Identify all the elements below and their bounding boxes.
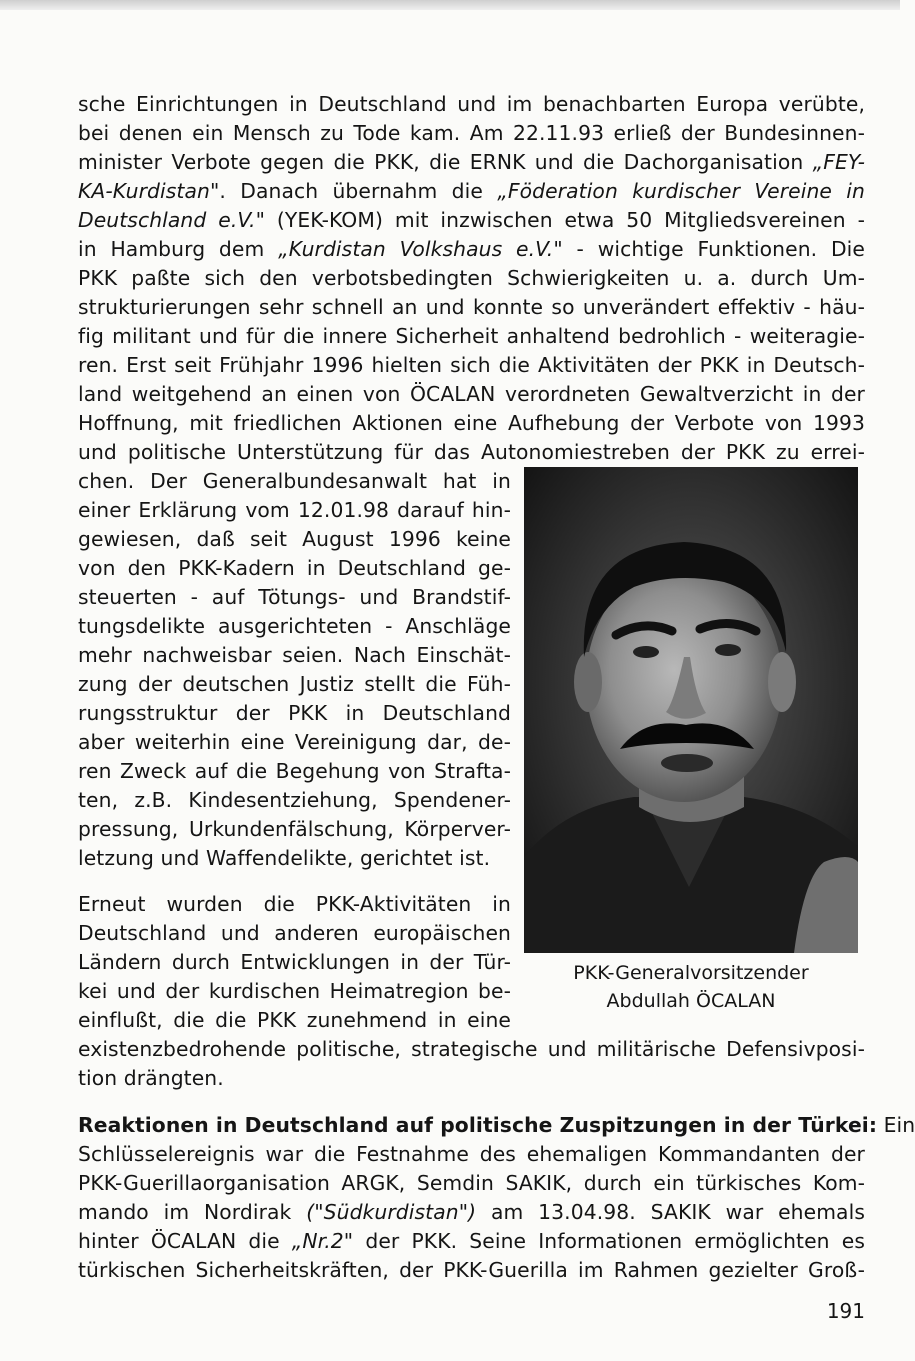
text-line: chen. Der Generalbundesanwalt hat in [78,469,511,493]
text-line: in Hamburg dem „Kurdistan Volkshaus e.V." - wichtige Funktionen. Die [78,237,865,261]
text-line: Reaktionen in Deutschland auf politische Zuspitzungen in der Türkei: Ein [78,1113,915,1137]
text-line: Hoffnung, mit friedlichen Aktionen eine Aufhebung der Verbote von 1993 [78,411,865,435]
text-line: Deutschland und anderen europäischen [78,921,511,945]
text-line: Deutschland e.V." (YEK-KOM) mit inzwischen etwa 50 Mitgliedsvereinen - [78,208,865,232]
text-line: rungsstruktur der PKK in Deutschland [78,701,511,725]
text-line: Erneut wurden die PKK-Aktivitäten in [78,892,511,916]
portrait-photo [524,467,858,953]
text-line: einflußt, die die PKK zunehmend in eine [78,1008,511,1032]
text-line: mando im Nordirak ("Südkurdistan") am 13.04.98. SAKIK war ehemals [78,1200,865,1224]
text-line: von den PKK-Kadern in Deutschland ge- [78,556,511,580]
text-line: türkischen Sicherheitskräften, der PKK-Guerilla im Rahmen gezielter Groß- [78,1258,865,1282]
text-line: aber weiterhin eine Vereinigung dar, de- [78,730,511,754]
text-line: KA-Kurdistan". Danach übernahm die „Föderation kurdischer Vereine in [78,179,865,203]
text-line: land weitgehend an einen von ÖCALAN verordneten Gewaltverzicht in der [78,382,865,406]
text-line: bei denen ein Mensch zu Tode kam. Am 22.11.93 erließ der Bundesinnen- [78,121,865,145]
photo-caption-line1: PKK-Generalvorsitzender [573,962,809,984]
text-line: steuerten - auf Tötungs- und Brandstif- [78,585,511,609]
text-line: mehr nachweisbar seien. Nach Einschät- [78,643,511,667]
text-line: ren Zweck auf die Begehung von Strafta- [78,759,511,783]
text-line: PKK paßte sich den verbotsbedingten Schwierigkeiten u. a. durch Um- [78,266,865,290]
text-line: existenzbedrohende politische, strategische und militärische Defensivposi- [78,1037,865,1061]
text-line: kei und der kurdischen Heimatregion be- [78,979,511,1003]
text-line: letzung und Waffendelikte, gerichtet ist. [78,846,491,870]
section-heading: Reaktionen in Deutschland auf politische Zuspitzungen in der Türkei: [78,1113,878,1137]
text-line: ten, z.B. Kindesentziehung, Spendener- [78,788,511,812]
text-line: tungsdelikte ausgerichteten - Anschläge [78,614,511,638]
text-line: ren. Erst seit Frühjahr 1996 hielten sich die Aktivitäten der PKK in Deutsch- [78,353,865,377]
text-line: tion drängten. [78,1066,224,1090]
text-line: einer Erklärung vom 12.01.98 darauf hin- [78,498,511,522]
text-line: und politische Unterstützung für das Autonomiestreben der PKK zu errei- [78,440,865,464]
text-line: Ländern durch Entwicklungen in der Tür- [78,950,511,974]
text-line: hinter ÖCALAN die „Nr.2" der PKK. Seine Informationen ermöglichten es [78,1229,866,1253]
text-line: minister Verbote gegen die PKK, die ERNK und die Dachorganisation „FEY- [78,150,865,174]
page-number: 191 [826,1299,865,1323]
text-line: strukturierungen sehr schnell an und konnte so unverändert effektiv - häu- [78,295,865,319]
text-line: pressung, Urkundenfälschung, Körperver- [78,817,511,841]
text-line: sche Einrichtungen in Deutschland und im benachbarten Europa verübte, [78,92,865,116]
photo-caption-line2: Abdullah ÖCALAN [606,990,776,1012]
scan-edge [0,0,900,10]
text-line: PKK-Guerillaorganisation ARGK, Semdin SAKIK, durch ein türkisches Kom- [78,1171,865,1195]
text-line: gewiesen, daß seit August 1996 keine [78,527,511,551]
text-line: zung der deutschen Justiz stellt die Füh- [78,672,511,696]
text-line: Schlüsselereignis war die Festnahme des ehemaligen Kommandanten der [78,1142,865,1166]
portrait-illustration [524,467,858,953]
text-line: fig militant und für die innere Sicherheit anhaltend bedrohlich - weiteragie- [78,324,865,348]
